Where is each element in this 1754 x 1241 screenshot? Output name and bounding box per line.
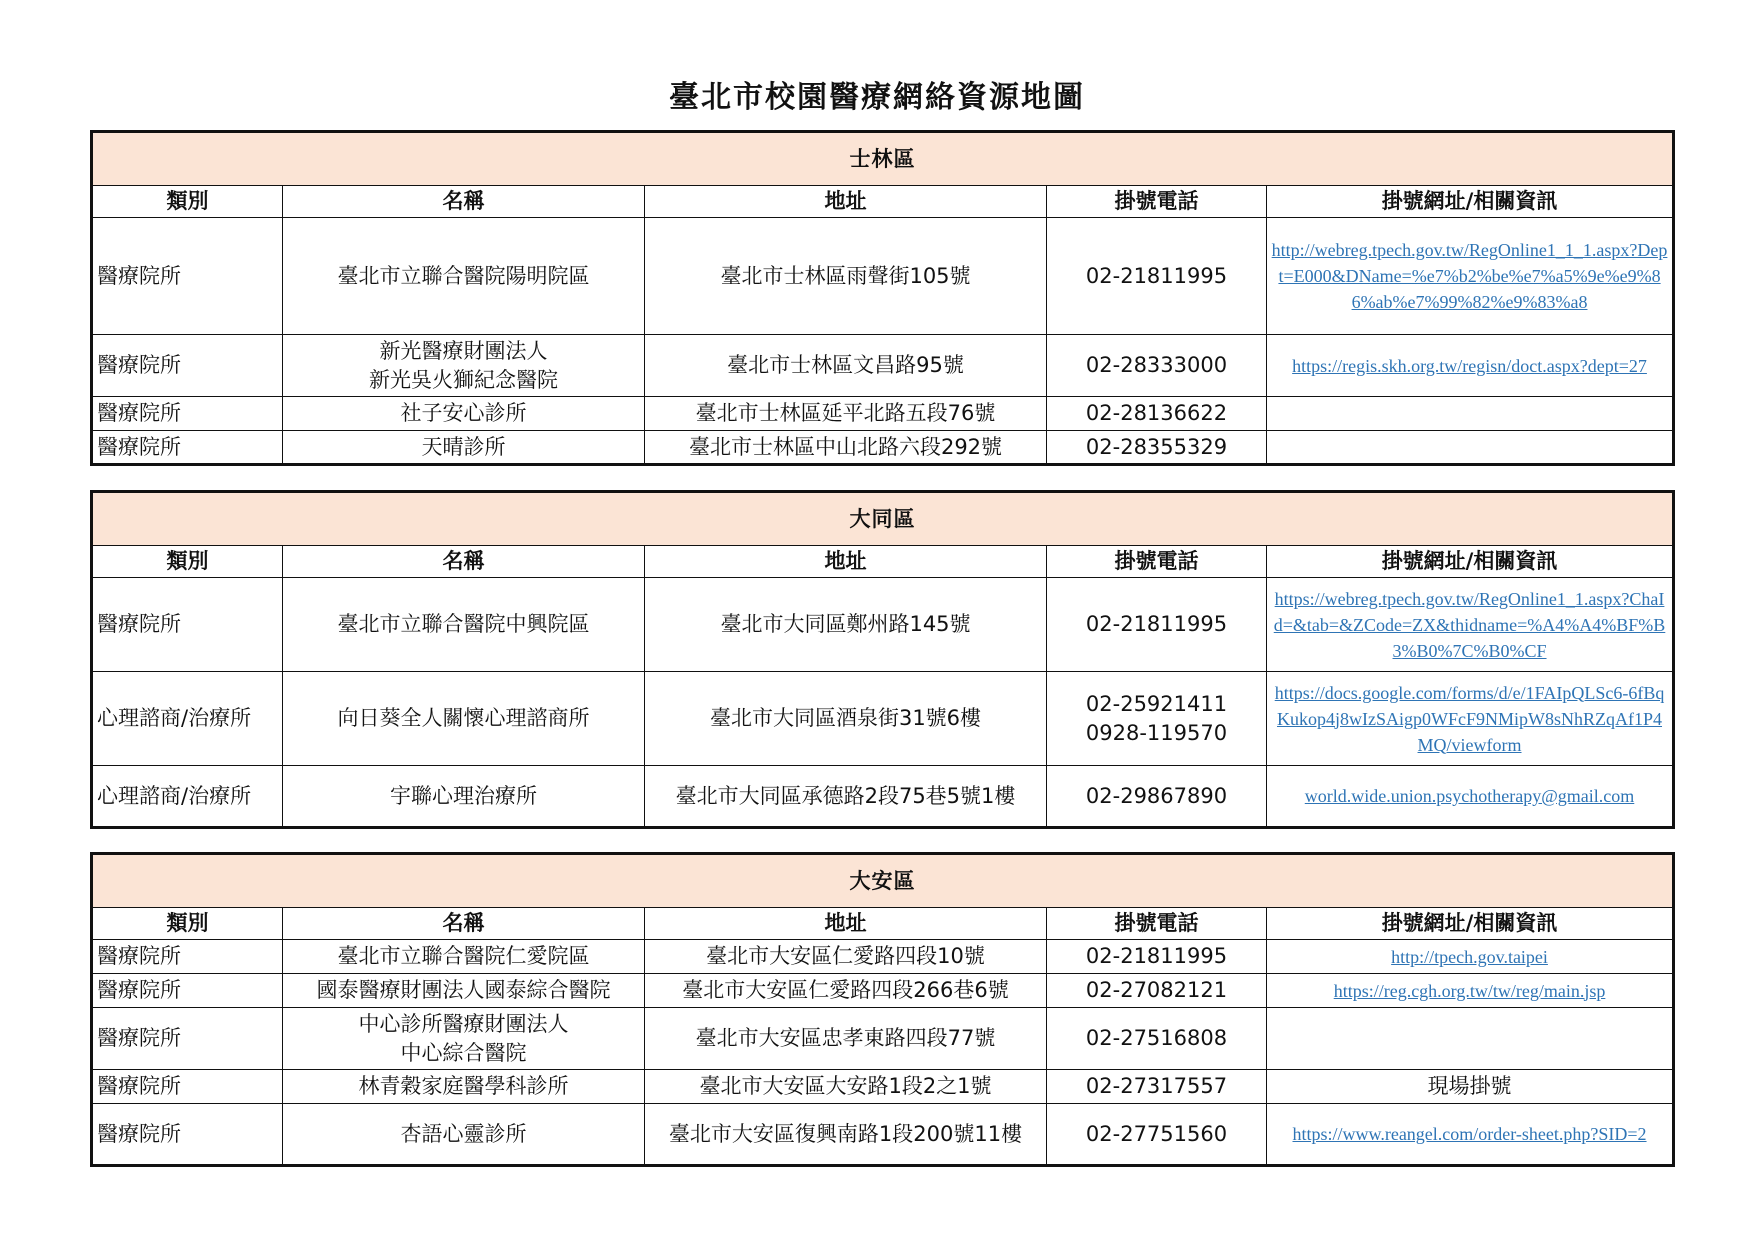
address-cell: 臺北市大安區仁愛路四段10號 bbox=[645, 940, 1047, 974]
registration-link[interactable]: http://tpech.gov.taipei bbox=[1391, 946, 1548, 967]
address-cell: 臺北市大安區仁愛路四段266巷6號 bbox=[645, 974, 1047, 1008]
phone-cell: 02-27751560 bbox=[1047, 1104, 1267, 1166]
table-row bbox=[92, 335, 1674, 397]
phone-cell: 02-21811995 bbox=[1047, 578, 1267, 672]
address-cell: 臺北市士林區雨聲街105號 bbox=[645, 218, 1047, 335]
district-title: 士林區 bbox=[92, 132, 1674, 186]
table-row bbox=[92, 431, 1674, 465]
page-title: 臺北市校園醫療網絡資源地圖 bbox=[669, 80, 1085, 115]
link-cell bbox=[1267, 940, 1674, 974]
category-cell: 心理諮商/治療所 bbox=[92, 672, 283, 766]
phone-cell: 02-21811995 bbox=[1047, 940, 1267, 974]
table-row bbox=[92, 940, 1674, 974]
category-cell: 醫療院所 bbox=[92, 578, 283, 672]
header-category: 類別 bbox=[92, 908, 283, 940]
email-link[interactable]: world.wide.union.psychotherapy@gmail.com bbox=[1304, 786, 1635, 806]
category-cell: 醫療院所 bbox=[92, 218, 283, 335]
link-cell bbox=[1267, 1070, 1674, 1104]
registration-link[interactable]: https://regis.skh.org.tw/regisn/doct.aspx?dept=27 bbox=[1292, 355, 1647, 376]
table-row bbox=[92, 974, 1674, 1008]
phone-cell: 02-27317557 bbox=[1047, 1070, 1267, 1104]
header-address: 地址 bbox=[645, 908, 1047, 940]
address-cell: 臺北市士林區延平北路五段76號 bbox=[645, 397, 1047, 431]
address-cell: 臺北市大同區承德路2段75巷5號1樓 bbox=[645, 766, 1047, 828]
district-title: 大同區 bbox=[92, 492, 1674, 546]
category-cell: 醫療院所 bbox=[92, 940, 283, 974]
address-cell: 臺北市大同區鄭州路145號 bbox=[645, 578, 1047, 672]
link-cell bbox=[1267, 431, 1674, 465]
header-name: 名稱 bbox=[283, 546, 645, 578]
address-cell: 臺北市大安區大安路1段2之1號 bbox=[645, 1070, 1047, 1104]
link-cell bbox=[1267, 335, 1674, 397]
header-address: 地址 bbox=[645, 546, 1047, 578]
header-address: 地址 bbox=[645, 186, 1047, 218]
link-cell bbox=[1267, 1008, 1674, 1070]
name-cell: 林青穀家庭醫學科診所 bbox=[283, 1070, 645, 1104]
address-cell: 臺北市大同區酒泉街31號6樓 bbox=[645, 672, 1047, 766]
phone-cell: 02-25921411 0928-119570 bbox=[1047, 672, 1267, 766]
link-cell bbox=[1267, 218, 1674, 335]
table-row bbox=[92, 1070, 1674, 1104]
name-cell: 社子安心診所 bbox=[283, 397, 645, 431]
category-cell: 醫療院所 bbox=[92, 335, 283, 397]
registration-link[interactable]: https://webreg.tpech.gov.tw/RegOnline1_1.aspx?ChaId=&tab=&ZCode=ZX&thidname=%A4%A4%BF%B3%B0%7C%B0%CF bbox=[1273, 588, 1666, 661]
registration-link[interactable]: http://webreg.tpech.gov.tw/RegOnline1_1_1.aspx?Dept=E000&DName=%e7%b2%be%e7%a5%9e%e9%86%ab%e7%99%82%e9%83%a8 bbox=[1271, 240, 1668, 312]
district-table-datong bbox=[90, 490, 1675, 829]
name-cell: 臺北市立聯合醫院中興院區 bbox=[283, 578, 645, 672]
link-cell bbox=[1267, 672, 1674, 766]
name-cell: 中心診所醫療財團法人 中心綜合醫院 bbox=[283, 1008, 645, 1070]
category-cell: 心理諮商/治療所 bbox=[92, 766, 283, 828]
name-cell: 國泰醫療財團法人國泰綜合醫院 bbox=[283, 974, 645, 1008]
category-cell: 醫療院所 bbox=[92, 1070, 283, 1104]
link-cell bbox=[1267, 1104, 1674, 1166]
phone-cell: 02-21811995 bbox=[1047, 218, 1267, 335]
address-cell: 臺北市大安區復興南路1段200號11樓 bbox=[645, 1104, 1047, 1166]
district-title: 大安區 bbox=[92, 854, 1674, 908]
district-table-shilin bbox=[90, 130, 1675, 466]
category-cell: 醫療院所 bbox=[92, 974, 283, 1008]
category-cell: 醫療院所 bbox=[92, 397, 283, 431]
header-link: 掛號網址/相關資訊 bbox=[1267, 186, 1674, 218]
header-name: 名稱 bbox=[283, 186, 645, 218]
district-table-daan bbox=[90, 852, 1675, 1167]
link-cell bbox=[1267, 397, 1674, 431]
header-link: 掛號網址/相關資訊 bbox=[1267, 546, 1674, 578]
walk-in-note: 現場掛號 bbox=[1427, 1074, 1512, 1098]
address-cell: 臺北市大安區忠孝東路四段77號 bbox=[645, 1008, 1047, 1070]
header-phone: 掛號電話 bbox=[1047, 546, 1267, 578]
header-name: 名稱 bbox=[283, 908, 645, 940]
phone-cell: 02-29867890 bbox=[1047, 766, 1267, 828]
name-cell: 天晴診所 bbox=[283, 431, 645, 465]
registration-link[interactable]: https://www.reangel.com/order-sheet.php?SID=2 bbox=[1292, 1124, 1647, 1144]
name-cell: 臺北市立聯合醫院仁愛院區 bbox=[283, 940, 645, 974]
name-cell: 杏語心靈診所 bbox=[283, 1104, 645, 1166]
table-row bbox=[92, 1008, 1674, 1070]
phone-cell: 02-28136622 bbox=[1047, 397, 1267, 431]
table-row bbox=[92, 1104, 1674, 1166]
address-cell: 臺北市士林區中山北路六段292號 bbox=[645, 431, 1047, 465]
link-cell bbox=[1267, 974, 1674, 1008]
table-row bbox=[92, 218, 1674, 335]
phone-cell: 02-28355329 bbox=[1047, 431, 1267, 465]
name-cell: 向日葵全人關懷心理諮商所 bbox=[283, 672, 645, 766]
registration-link[interactable]: https://reg.cgh.org.tw/tw/reg/main.jsp bbox=[1333, 980, 1606, 1001]
category-cell: 醫療院所 bbox=[92, 1104, 283, 1166]
phone-cell: 02-27516808 bbox=[1047, 1008, 1267, 1070]
table-row bbox=[92, 397, 1674, 431]
registration-link[interactable]: https://docs.google.com/forms/d/e/1FAIpQLSc6-6fBqKukop4j8wIzSAigp0WFcF9NMipW8sNhRZqAf1P4MQ/viewform bbox=[1274, 682, 1665, 755]
phone-cell: 02-27082121 bbox=[1047, 974, 1267, 1008]
table-row bbox=[92, 766, 1674, 828]
link-cell bbox=[1267, 766, 1674, 828]
category-cell: 醫療院所 bbox=[92, 1008, 283, 1070]
table-row bbox=[92, 578, 1674, 672]
name-cell: 宇聯心理治療所 bbox=[283, 766, 645, 828]
link-cell bbox=[1267, 578, 1674, 672]
header-category: 類別 bbox=[92, 186, 283, 218]
address-cell: 臺北市士林區文昌路95號 bbox=[645, 335, 1047, 397]
phone-cell: 02-28333000 bbox=[1047, 335, 1267, 397]
category-cell: 醫療院所 bbox=[92, 431, 283, 465]
header-phone: 掛號電話 bbox=[1047, 908, 1267, 940]
header-phone: 掛號電話 bbox=[1047, 186, 1267, 218]
name-cell: 新光醫療財團法人 新光吳火獅紀念醫院 bbox=[283, 335, 645, 397]
header-link: 掛號網址/相關資訊 bbox=[1267, 908, 1674, 940]
name-cell: 臺北市立聯合醫院陽明院區 bbox=[283, 218, 645, 335]
header-category: 類別 bbox=[92, 546, 283, 578]
table-row bbox=[92, 672, 1674, 766]
